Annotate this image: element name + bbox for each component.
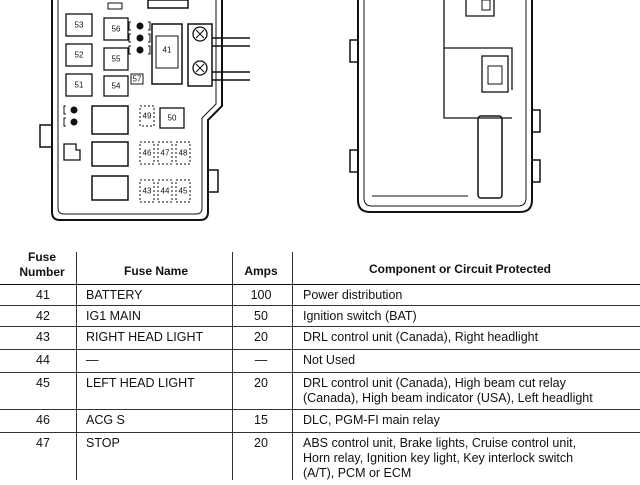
row-amps: 20 — [254, 436, 268, 450]
fuse-48 — [176, 142, 190, 164]
row-fuse-number: 41 — [36, 288, 50, 302]
fuse-box-left-inner-outline — [58, 0, 216, 214]
fuse-52-label: 52 — [74, 50, 84, 60]
fuse-table — [0, 248, 640, 485]
fuse-box-right-outline — [358, 0, 532, 212]
row-component-line: Power distribution — [303, 288, 403, 302]
row-component — [303, 413, 440, 428]
spare-markers-middle — [64, 106, 78, 126]
fuse-54 — [104, 76, 128, 96]
row-amps: 100 — [250, 288, 272, 302]
row-component-line: ABS control unit, Brake lights, Cruise control unit, — [303, 436, 577, 450]
right-box-connector — [482, 56, 508, 92]
right-side-tab — [208, 170, 218, 192]
fuse-49 — [140, 106, 154, 126]
row-amps: 20 — [254, 330, 268, 344]
row-fuse-name: RIGHT HEAD LIGHT — [86, 330, 204, 344]
top-connector — [148, 0, 188, 8]
header-fuse-number-line1: Fuse — [27, 250, 56, 264]
fuse-50-label: 50 — [167, 113, 177, 123]
fuse-47-label: 47 — [160, 148, 170, 158]
fuse-51-label: 51 — [74, 80, 84, 90]
row-component — [303, 288, 402, 303]
fuse-56-label: 56 — [111, 24, 121, 34]
row-fuse-number: 43 — [36, 330, 50, 344]
row-component — [303, 376, 593, 406]
fuse-46-label: 46 — [142, 148, 152, 158]
fuse-57 — [131, 74, 143, 84]
fuse-box-diagram — [0, 0, 640, 240]
battery-terminals — [188, 24, 250, 86]
right-box-left-tab-1 — [350, 150, 358, 172]
table-header-row — [0, 248, 640, 285]
fuse-57-label: 57 — [132, 74, 142, 84]
row-fuse-number: 44 — [36, 353, 50, 367]
row-fuse-name: IG1 MAIN — [86, 309, 141, 323]
fuse-43-label: 43 — [142, 186, 152, 196]
row-component — [303, 309, 417, 324]
row-fuse-number: 47 — [36, 436, 50, 450]
relay-large-1 — [92, 106, 128, 134]
header-fuse-number-line2: Number — [19, 265, 65, 279]
fuse-53 — [66, 14, 92, 36]
fuse-47 — [158, 142, 172, 164]
fuse-46 — [140, 142, 154, 164]
row-component-line: DLC, PGM-FI main relay — [303, 413, 440, 427]
table-row — [0, 350, 640, 373]
row-component — [303, 330, 538, 345]
row-fuse-name: BATTERY — [86, 288, 143, 302]
row-component — [303, 436, 576, 481]
header-fuse-number — [12, 250, 72, 280]
fuse-52 — [66, 44, 92, 66]
left-side-tab — [40, 125, 52, 147]
header-fuse-name: Fuse Name — [123, 264, 189, 278]
header-component: Component or Circuit Protected — [368, 262, 551, 276]
table-row — [0, 373, 640, 410]
fuse-50 — [160, 108, 184, 128]
header-amps: Amps — [244, 264, 278, 278]
row-amps: 15 — [254, 413, 268, 427]
fuse-55 — [104, 48, 128, 70]
table-row — [0, 327, 640, 350]
spare-markers-top — [129, 22, 150, 54]
row-component-line: DRL control unit (Canada), Right headlight — [303, 330, 539, 344]
small-relay — [64, 144, 80, 160]
row-component-line: Ignition switch (BAT) — [303, 309, 417, 323]
relay-large-3 — [92, 176, 128, 200]
row-component-line: DRL control unit (Canada), High beam cut relay — [303, 376, 566, 390]
fuse-55-label: 55 — [111, 54, 121, 64]
fuse-41-label: 41 — [162, 45, 172, 55]
row-fuse-number: 45 — [36, 376, 50, 390]
fuse-49-label: 49 — [142, 111, 152, 121]
fuse-56 — [104, 18, 128, 40]
small-top-fuse — [108, 3, 122, 9]
fuse-41 — [152, 24, 182, 84]
row-component-line: Horn relay, Ignition key light, Key interlock switch — [303, 451, 574, 465]
right-box-slot — [478, 116, 502, 198]
right-box-right-tab-1 — [532, 110, 540, 132]
right-box-top-notch — [482, 0, 490, 10]
relay-large-2 — [92, 142, 128, 166]
fuse-51 — [66, 74, 92, 96]
fuse-45 — [176, 180, 190, 202]
fuse-45-label: 45 — [178, 186, 188, 196]
row-fuse-name: ACG S — [86, 413, 125, 427]
table-row — [0, 285, 640, 306]
row-fuse-number: 42 — [36, 309, 50, 323]
row-component-line: (Canada), High beam indicator (USA), Left headlight — [303, 391, 593, 405]
fuse-54-label: 54 — [111, 81, 121, 91]
row-component-line: Not Used — [303, 353, 356, 367]
row-amps: — — [254, 353, 268, 367]
right-box-left-tab-2 — [350, 40, 358, 62]
row-component-line: (A/T), PCM or ECM — [303, 466, 412, 480]
row-amps: 20 — [254, 376, 268, 390]
row-fuse-name: STOP — [86, 436, 120, 450]
row-fuse-name: — — [86, 353, 99, 367]
table-row — [0, 306, 640, 327]
fuse-53-label: 53 — [74, 20, 84, 30]
fuse-43 — [140, 180, 154, 202]
row-component — [303, 353, 355, 368]
row-amps: 50 — [254, 309, 268, 323]
fuse-44-label: 44 — [160, 186, 170, 196]
row-fuse-number: 46 — [36, 413, 50, 427]
row-fuse-name: LEFT HEAD LIGHT — [86, 376, 195, 390]
right-box-right-tab-2 — [532, 160, 540, 182]
fuse-44 — [158, 180, 172, 202]
table-row — [0, 410, 640, 433]
table-row — [0, 433, 640, 485]
fuse-48-label: 48 — [178, 148, 188, 158]
right-box-connector-inner — [488, 66, 502, 84]
